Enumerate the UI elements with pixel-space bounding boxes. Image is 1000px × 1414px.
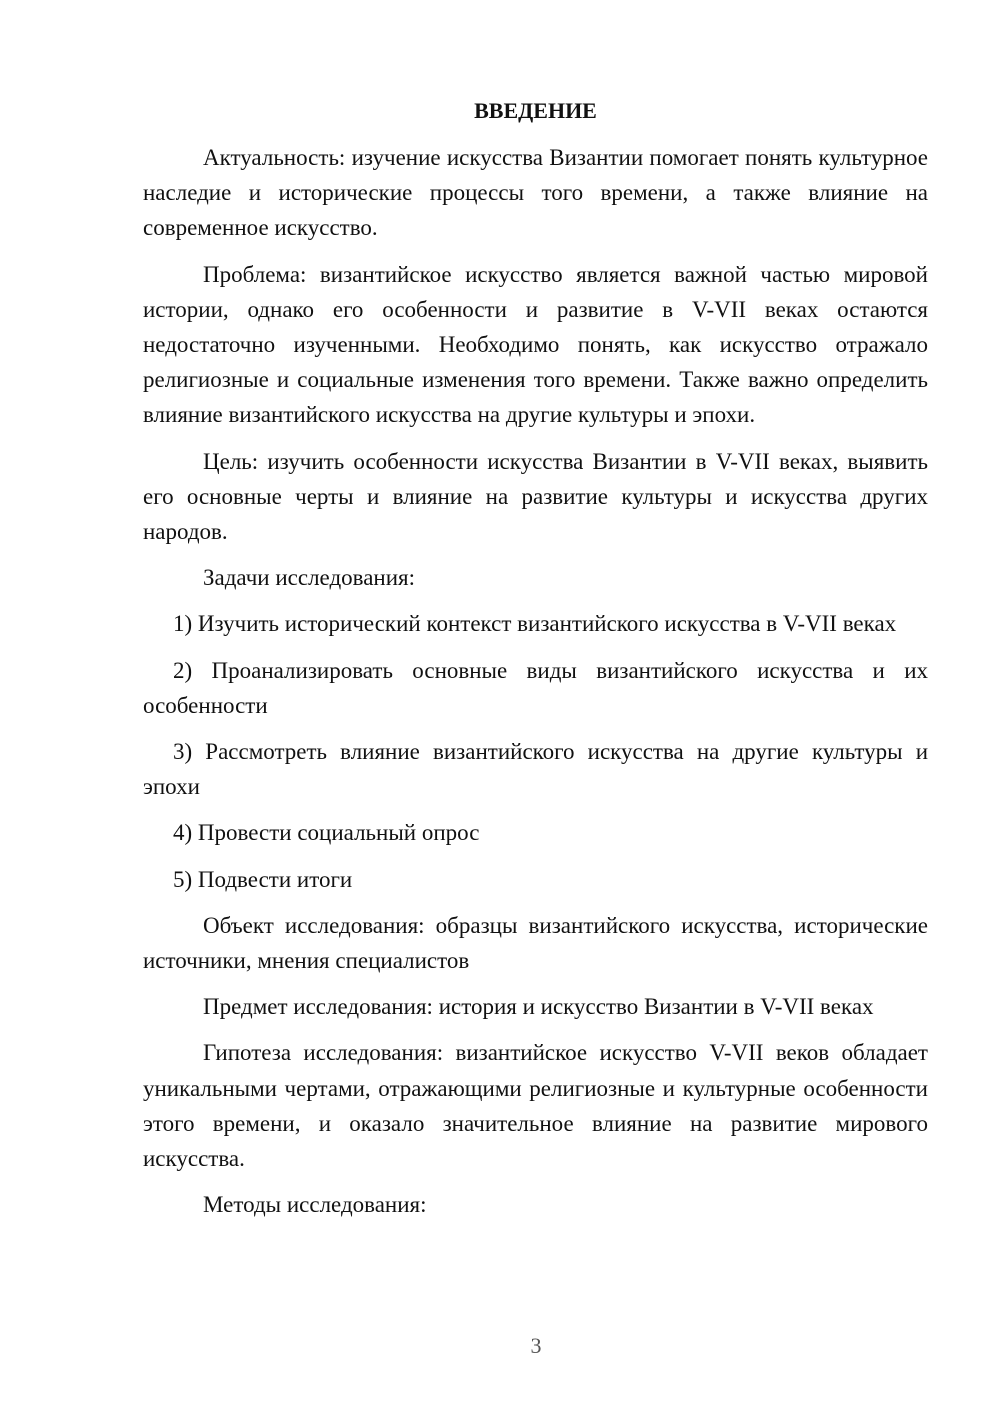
methods-paragraph: Методы исследования:	[203, 1192, 427, 1218]
task-item: 5) Подвести итоги	[173, 866, 353, 892]
goal-paragraph: Цель: изучить особенности искусства Византии в V-VII веках, выявить его основные черты и влияние на развитие культуры и искусства других народов.	[143, 448, 928, 545]
problem-paragraph: Проблема: византийское искусство является важной частью мировой истории, однако его особенности и развитие в V-VII веках остаются недостаточно изученными. Необходимо понять, как искусство отражало религиозные и социальные изменения того времени. Также важно определить влияние византийского искусства на другие культуры и эпохи.	[143, 261, 928, 428]
page-number: 3	[530, 1333, 542, 1358]
subject-paragraph: Предмет исследования: история и искусство Византии в V-VII веках	[203, 994, 874, 1020]
page-content	[143, 94, 928, 1233]
task-item: 1) Изучить исторический контекст византийского искусства в V-VII веках	[173, 611, 897, 637]
task-item: 3) Рассмотреть влияние византийского искусства на другие культуры и эпохи	[143, 739, 928, 800]
section-heading: ВВЕДЕНИЕ	[474, 98, 597, 123]
task-item: 4) Провести социальный опрос	[173, 820, 480, 846]
relevance-paragraph: Актуальность: изучение искусства Византии помогает понять культурное наследие и исторические процессы того времени, а также влияние на современное искусство.	[143, 145, 928, 241]
object-paragraph: Объект исследования: образцы византийского искусства, исторические источники, мнения специалистов	[143, 912, 928, 974]
hypothesis-paragraph: Гипотеза исследования: византийское искусство V-VII веков обладает уникальными чертами, отражающими религиозные и культурные особенности этого времени, и оказало значительное влияние на развитие мирового искусства.	[143, 1040, 928, 1172]
task-item: 2) Проанализировать основные виды византийского искусства и их особенности	[143, 657, 928, 718]
tasks-heading: Задачи исследования:	[203, 565, 416, 591]
